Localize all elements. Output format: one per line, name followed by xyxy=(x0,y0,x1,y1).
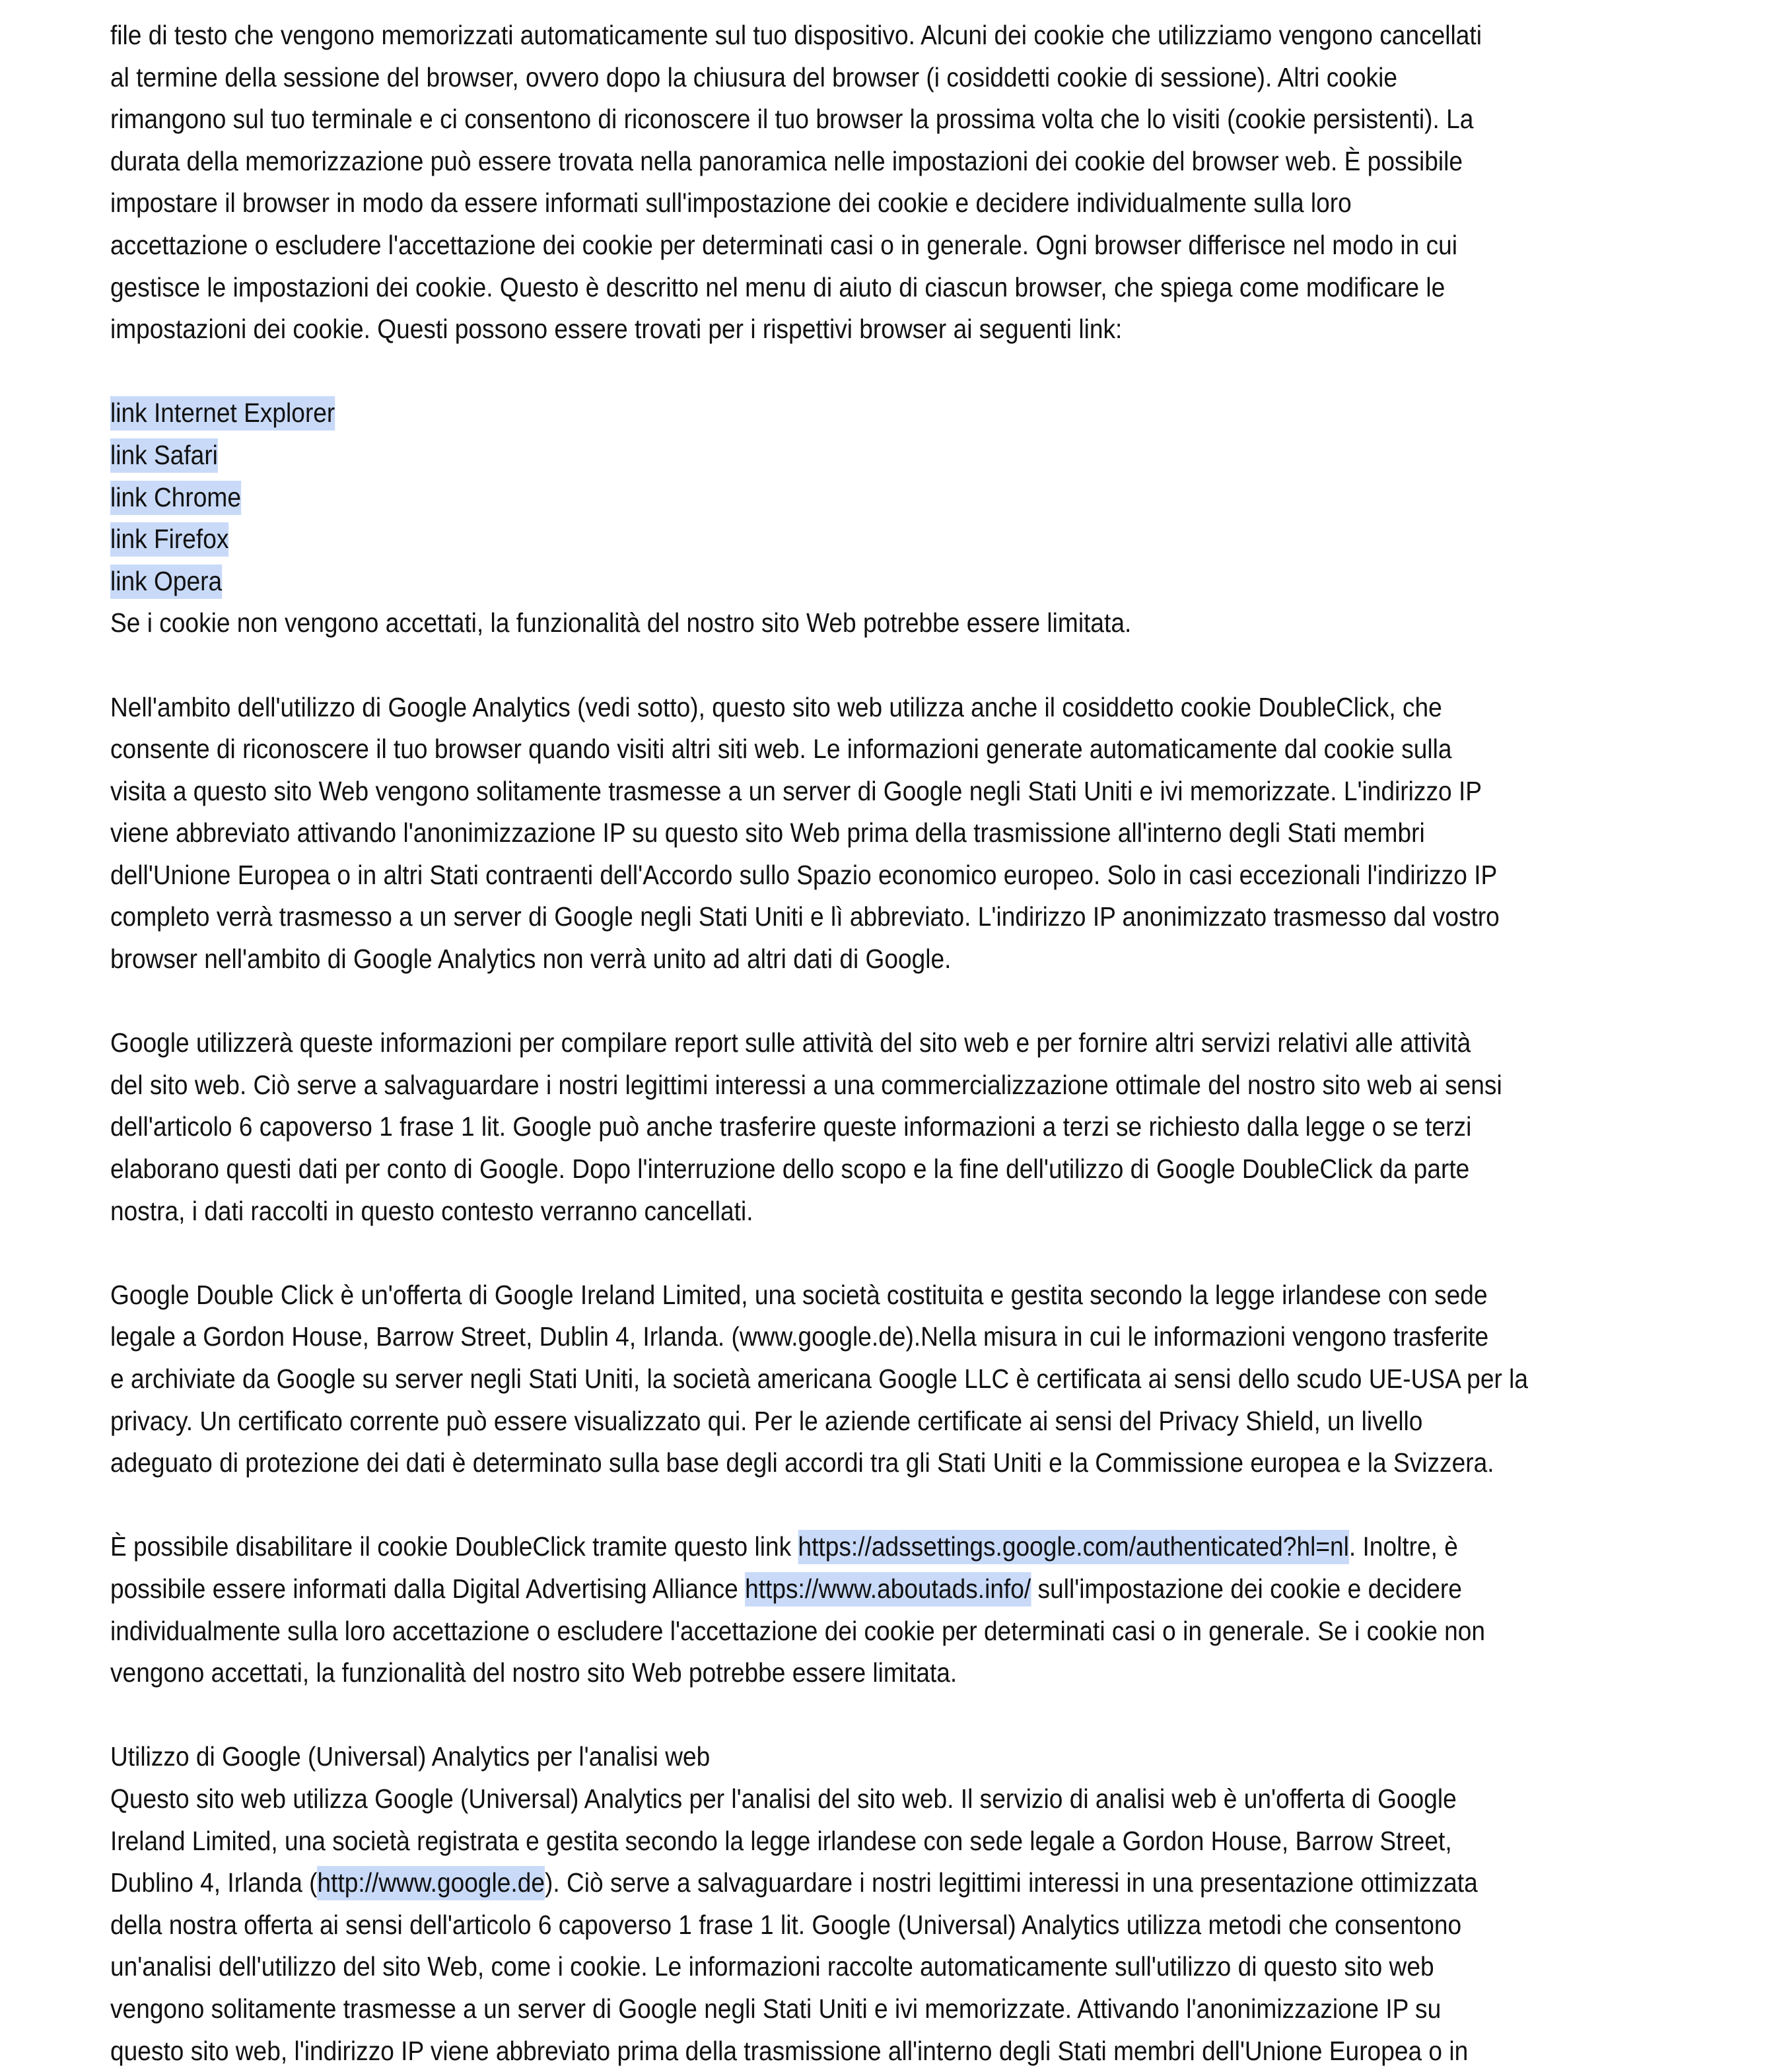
link-firefox[interactable]: link Firefox xyxy=(110,522,228,557)
text-fragment: È possibile disabilitare il cookie DoubleClick tramite questo link xyxy=(110,1531,798,1562)
link-opera-line xyxy=(110,561,1533,603)
adssettings-link[interactable]: https://adssettings.google.com/authenticated?hl=nl xyxy=(798,1530,1348,1564)
text-fragment: sull'impostazione dei cookie e decidere xyxy=(1031,1573,1462,1604)
links-note: Se i cookie non vengono accettati, la funzionalità del nostro sito Web potrebbe essere limitata. xyxy=(110,602,1533,644)
link-internet-explorer-line xyxy=(110,392,1533,434)
text-line: adeguato di protezione dei dati è determinato sulla base degli accordi tra gli Stati Uniti e la Commissione europea e la Svizzera. xyxy=(110,1442,1533,1484)
text-fragment: possibile essere informati dalla Digital Advertising Alliance xyxy=(110,1573,745,1604)
text-line: Google utilizzerà queste informazioni per compilare report sulle attività del sito web e per fornire altri servizi relativi alle attività xyxy=(110,1022,1533,1064)
google-de-link[interactable]: http://www.google.de xyxy=(318,1866,545,1900)
link-safari-line xyxy=(110,434,1533,477)
text-line: un'analisi dell'utilizzo del sito Web, come i cookie. Le informazioni raccolte automaticamente sull'utilizzo di questo sito web xyxy=(110,1946,1533,1988)
text-line: browser nell'ambito di Google Analytics non verrà unito ad altri dati di Google. xyxy=(110,938,1533,981)
text-line: Nell'ambito dell'utilizzo di Google Analytics (vedi sotto), questo sito web utilizza anche il cosiddetto cookie DoubleClick, che xyxy=(110,687,1533,729)
text-line: elaborano questi dati per conto di Google. Dopo l'interruzione dello scopo e la fine dell'utilizzo di Google DoubleClick da parte xyxy=(110,1148,1533,1191)
browser-links-list xyxy=(110,392,1682,644)
text-line: privacy. Un certificato corrente può essere visualizzato qui. Per le aziende certificate ai sensi del Privacy Shield, un livello xyxy=(110,1400,1533,1443)
text-line: gestisce le impostazioni dei cookie. Questo è descritto nel menu di aiuto di ciascun browser, che spiega come modificare le xyxy=(110,267,1533,309)
text-line: impostare il browser in modo da essere informati sull'impostazione dei cookie e decidere individualmente sulla loro xyxy=(110,182,1533,224)
text-line: nostra, i dati raccolti in questo contesto verranno cancellati. xyxy=(110,1191,1533,1233)
text-line: rimangono sul tuo terminale e ci consentono di riconoscere il tuo browser la prossima volta che lo visiti (cookie persistenti). La xyxy=(110,98,1533,141)
link-opera[interactable]: link Opera xyxy=(110,565,222,599)
text-line: file di testo che vengono memorizzati automaticamente sul tuo dispositivo. Alcuni dei cookie che utilizziamo vengono cancellati xyxy=(110,15,1533,57)
text-line: visita a questo sito Web vengono solitamente trasmesse a un server di Google negli Stati Uniti e ivi memorizzate. L'indirizzo IP xyxy=(110,771,1533,813)
text-line: individualmente sulla loro accettazione o escludere l'accettazione dei cookie per determinati casi o in generale. Se i cookie non xyxy=(110,1610,1533,1653)
text-line: Google Double Click è un'offerta di Google Ireland Limited, una società costituita e gestita secondo la legge irlandese con sede xyxy=(110,1274,1533,1317)
link-safari[interactable]: link Safari xyxy=(110,438,218,473)
text-line: Ireland Limited, una società registrata e gestita secondo la legge irlandese con sede legale a Gordon House, Barrow Street, xyxy=(110,1820,1533,1863)
text-line: accettazione o escludere l'accettazione dei cookie per determinati casi o in generale. Ogni browser differisce nel modo in cui xyxy=(110,224,1533,267)
text-line: legale a Gordon House, Barrow Street, Dublin 4, Irlanda. (www.google.de).Nella misura in cui le informazioni vengono trasferite xyxy=(110,1316,1533,1358)
text-line: e archiviate da Google su server negli Stati Uniti, la società americana Google LLC è certificata ai sensi dello scudo UE-USA per la xyxy=(110,1358,1533,1400)
text-line xyxy=(110,1526,1533,1568)
paragraph-spacer xyxy=(110,981,1682,1023)
link-firefox-line xyxy=(110,518,1533,561)
text-line: della nostra offerta ai sensi dell'articolo 6 capoverso 1 frase 1 lit. Google (Universal) Analytics utilizza metodi che consentono xyxy=(110,1904,1533,1947)
text-line xyxy=(110,1568,1533,1610)
aboutads-link[interactable]: https://www.aboutads.info/ xyxy=(745,1572,1031,1606)
provider-paragraph xyxy=(110,1274,1682,1484)
document-page xyxy=(110,15,1682,2072)
text-line: dell'articolo 6 capoverso 1 frase 1 lit. Google può anche trasferire queste informazioni a terzi se richiesto dalla legge o se terzi xyxy=(110,1106,1533,1148)
text-line: questo sito web, l'indirizzo IP viene abbreviato prima della trasmissione all'interno degli Stati membri dell'Unione Europea o in xyxy=(110,2030,1533,2072)
text-line: durata della memorizzazione può essere trovata nella panoramica nelle impostazioni dei cookie del browser web. È possibile xyxy=(110,141,1533,183)
text-fragment: Dublino 4, Irlanda ( xyxy=(110,1867,318,1898)
doubleclick-paragraph xyxy=(110,687,1682,981)
text-line: al termine della sessione del browser, ovvero dopo la chiusura del browser (i cosiddetti cookie di sessione). Altri cookie xyxy=(110,57,1533,99)
link-chrome-line xyxy=(110,477,1533,519)
paragraph-spacer xyxy=(110,1232,1682,1274)
text-line: viene abbreviato attivando l'anonimizzazione IP su questo sito Web prima della trasmissione all'interno degli Stati membri xyxy=(110,812,1533,854)
section-heading: Utilizzo di Google (Universal) Analytics per l'analisi web xyxy=(110,1736,1533,1778)
link-internet-explorer[interactable]: link Internet Explorer xyxy=(110,396,335,431)
text-line: Questo sito web utilizza Google (Universal) Analytics per l'analisi del sito web. Il servizio di analisi web è un'offerta di Google xyxy=(110,1778,1533,1820)
paragraph-spacer xyxy=(110,1694,1682,1737)
intro-paragraph xyxy=(110,15,1682,351)
analytics-section xyxy=(110,1736,1682,2072)
text-line: dell'Unione Europea o in altri Stati contraenti dell'Accordo sullo Spazio economico europeo. Solo in casi eccezionali l'indirizzo IP xyxy=(110,854,1533,897)
text-fragment: ). Ciò serve a salvaguardare i nostri legittimi interessi in una presentazione ottimizzata xyxy=(545,1867,1478,1898)
text-line xyxy=(110,1862,1533,1904)
optout-paragraph xyxy=(110,1526,1682,1694)
text-line: impostazioni dei cookie. Questi possono essere trovati per i rispettivi browser ai seguenti link: xyxy=(110,308,1533,351)
paragraph-spacer xyxy=(110,1484,1682,1527)
text-line: consente di riconoscere il tuo browser quando visiti altri siti web. Le informazioni generate automaticamente dal cookie sulla xyxy=(110,728,1533,771)
link-chrome[interactable]: link Chrome xyxy=(110,481,241,515)
paragraph-spacer xyxy=(110,644,1682,687)
text-line: vengono solitamente trasmesse a un server di Google negli Stati Uniti e ivi memorizzate. Attivando l'anonimizzazione IP su xyxy=(110,1988,1533,2030)
text-line: vengono accettati, la funzionalità del nostro sito Web potrebbe essere limitata. xyxy=(110,1652,1533,1694)
text-line: del sito web. Ciò serve a salvaguardare i nostri legittimi interessi a una commercializzazione ottimale del nostro sito web ai sensi xyxy=(110,1064,1533,1107)
text-line: completo verrà trasmesso a un server di Google negli Stati Uniti e lì abbreviato. L'indirizzo IP anonimizzato trasmesso dal vostro xyxy=(110,896,1533,938)
text-fragment: . Inoltre, è xyxy=(1349,1531,1458,1562)
google-usage-paragraph xyxy=(110,1022,1682,1232)
paragraph-spacer xyxy=(110,351,1682,393)
